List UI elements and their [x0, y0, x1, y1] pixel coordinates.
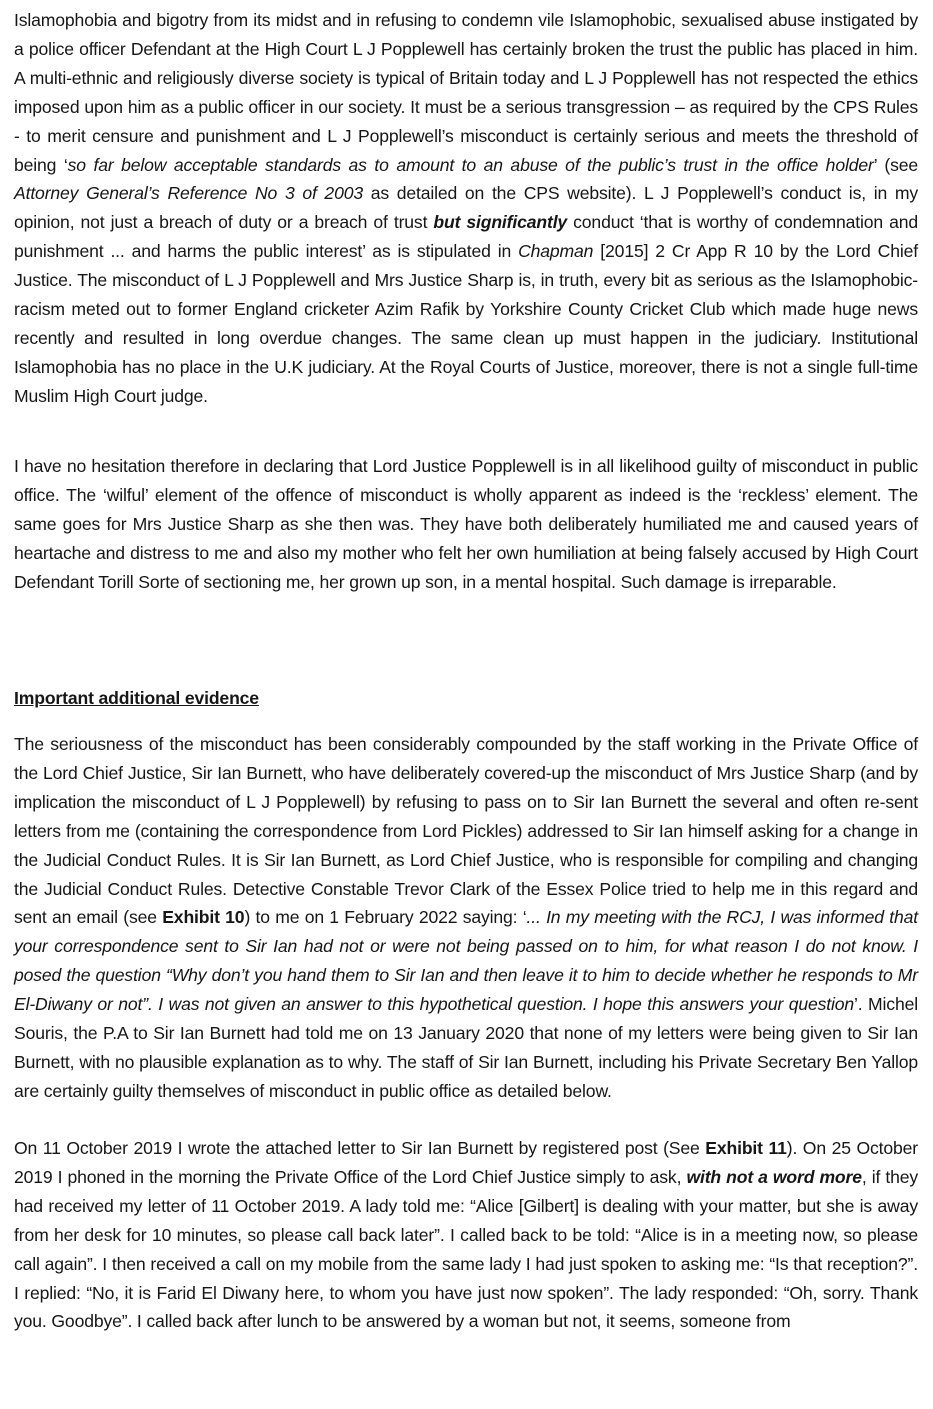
paragraph-text: ’. Michel Souris, the P.A to Sir Ian Burnett had told me on 13 January 2020 that none of my letters were being given to Sir Ian Burnett, with no plausible explanation as to why. The staff of Sir Ian Burnett, including his Private Secretary Ben Yallop are certainly guilty themselves of misconduct in public office as detailed below. [14, 994, 918, 1101]
case-reference: Chapman [518, 241, 594, 262]
paragraph-text: ). On 25 October 2019 I phoned in the morning the Private Office of the Lord Chief Justice simply to ask, [14, 1138, 918, 1187]
paragraph-october-2019 [14, 1134, 918, 1336]
paragraph-text: conduct ‘that is worthy of condemnation and punishment ... and harms the public interest’ as is stipulated in [14, 212, 919, 262]
emphasis-text: with not a word more [686, 1166, 862, 1187]
paragraph-text: [2015] 2 Cr App R 10 by the Lord Chief Justice. The misconduct of L J Popplewell and Mrs Justice Sharp is, in truth, every bit as serious as the Islamophobic-racism meted out to former England cricketer Azim Rafik by Yorkshire County Cricket Club which made huge news recently and resulted in long overdue changes. The same clean up must happen in the judiciary. Institutional Islamophobia has no place in the U.K judiciary. At the Royal Courts of Justice, moreover, there is not a single full-time Muslim High Court judge. [14, 241, 918, 406]
paragraph-text: as detailed on the CPS website). L J Popplewell’s conduct is, in my opinion, not just a breach of duty or a breach of trust [14, 183, 918, 233]
paragraph-misconduct-popplewell [14, 6, 918, 452]
emphasis-text: but significantly [433, 212, 568, 233]
exhibit-reference: Exhibit 10 [162, 907, 245, 928]
section-heading: Important additional evidence [14, 688, 259, 708]
quoted-text: so far below acceptable standards as to amount to an abuse of the public’s trust in the office holder [67, 154, 874, 175]
exhibit-reference: Exhibit 11 [705, 1138, 787, 1158]
paragraph-declaration: I have no hesitation therefore in declaring that Lord Justice Popplewell is in all likelihood guilty of misconduct in public office. The ‘wilful’ element of the offence of misconduct is wholly apparent as indeed is the ‘reckless’ element. The same goes for Mrs Justice Sharp as she then was. They have both deliberately humiliated me and caused years of heartache and distress to me and also my mother who felt her own humiliation at being falsely accused by High Court Defendant Torill Sorte of sectioning me, her grown up son, in a mental hospital. Such damage is irreparable. [14, 456, 918, 592]
quoted-email: ... In my meeting with the RCJ, I was informed that your correspondence sent to Sir Ian had not or were not being passed on to him, for what reason I do not know. I posed the question “Why don’t you hand them to Sir Ian and then leave it to him to decide whether he responds to Mr El-Diwany or not”. I was not given an answer to this hypothetical question. I hope this answers your question [14, 907, 918, 1015]
paragraph-text: ’ (see [873, 154, 918, 175]
case-reference: Attorney General’s Reference No 3 of 2003 [14, 183, 363, 204]
paragraph-seriousness [14, 730, 918, 1134]
paragraph-text: Islamophobia and bigotry from its midst and in refusing to condemn vile Islamophobic, sexualised abuse instigated by a police officer Defendant at the High Court L J Popplewell has certainly broken the trust the public has placed in him. A multi-ethnic and religiously diverse society is typical of Britain today and L J Popplewell has not respected the ethics imposed upon him as a public officer in our society. It must be a serious transgression – as required by the CPS Rules - to merit censure and punishment and L J Popplewell’s misconduct is certainly serious and meets the threshold of being ‘ [14, 10, 918, 175]
paragraph-text: On 11 October 2019 I wrote the attached letter to Sir Ian Burnett by registered post (See [14, 1138, 706, 1158]
document-page [14, 6, 918, 1336]
paragraph-text: , if they had received my letter of 11 October 2019. A lady told me: “Alice [Gilbert] is dealing with your matter, but she is away from her desk for 10 minutes, so please call back later”. I called back to be told: “Alice is in a meeting now, so please call again”. I then received a call on my mobile from the same lady I had just spoken to asking me: “Is that reception?”. I replied: “No, it is Farid El Diwany here, to whom you have just now spoken”. The lady responded: “Oh, sorry. Thank you. Goodbye”. I called back after lunch to be answered by a woman but not, it seems, someone from [14, 1166, 918, 1332]
paragraph-text: The seriousness of the misconduct has been considerably compounded by the staff working in the Private Office of the Lord Chief Justice, Sir Ian Burnett, who have deliberately covered-up the misconduct of Mrs Justice Sharp (and by implication the misconduct of L J Popplewell) by refusing to pass on to Sir Ian Burnett the several and often re-sent letters from me (containing the correspondence from Lord Pickles) addressed to Sir Ian himself asking for a change in the Judicial Conduct Rules. It is Sir Ian Burnett, as Lord Chief Justice, who is responsible for compiling and changing the Judicial Conduct Rules. Detective Constable Trevor Clark of the Essex Police tried to help me in this regard and sent an email (see [14, 734, 918, 928]
paragraph-text: ) to me on 1 February 2022 saying: ‘ [244, 907, 527, 928]
